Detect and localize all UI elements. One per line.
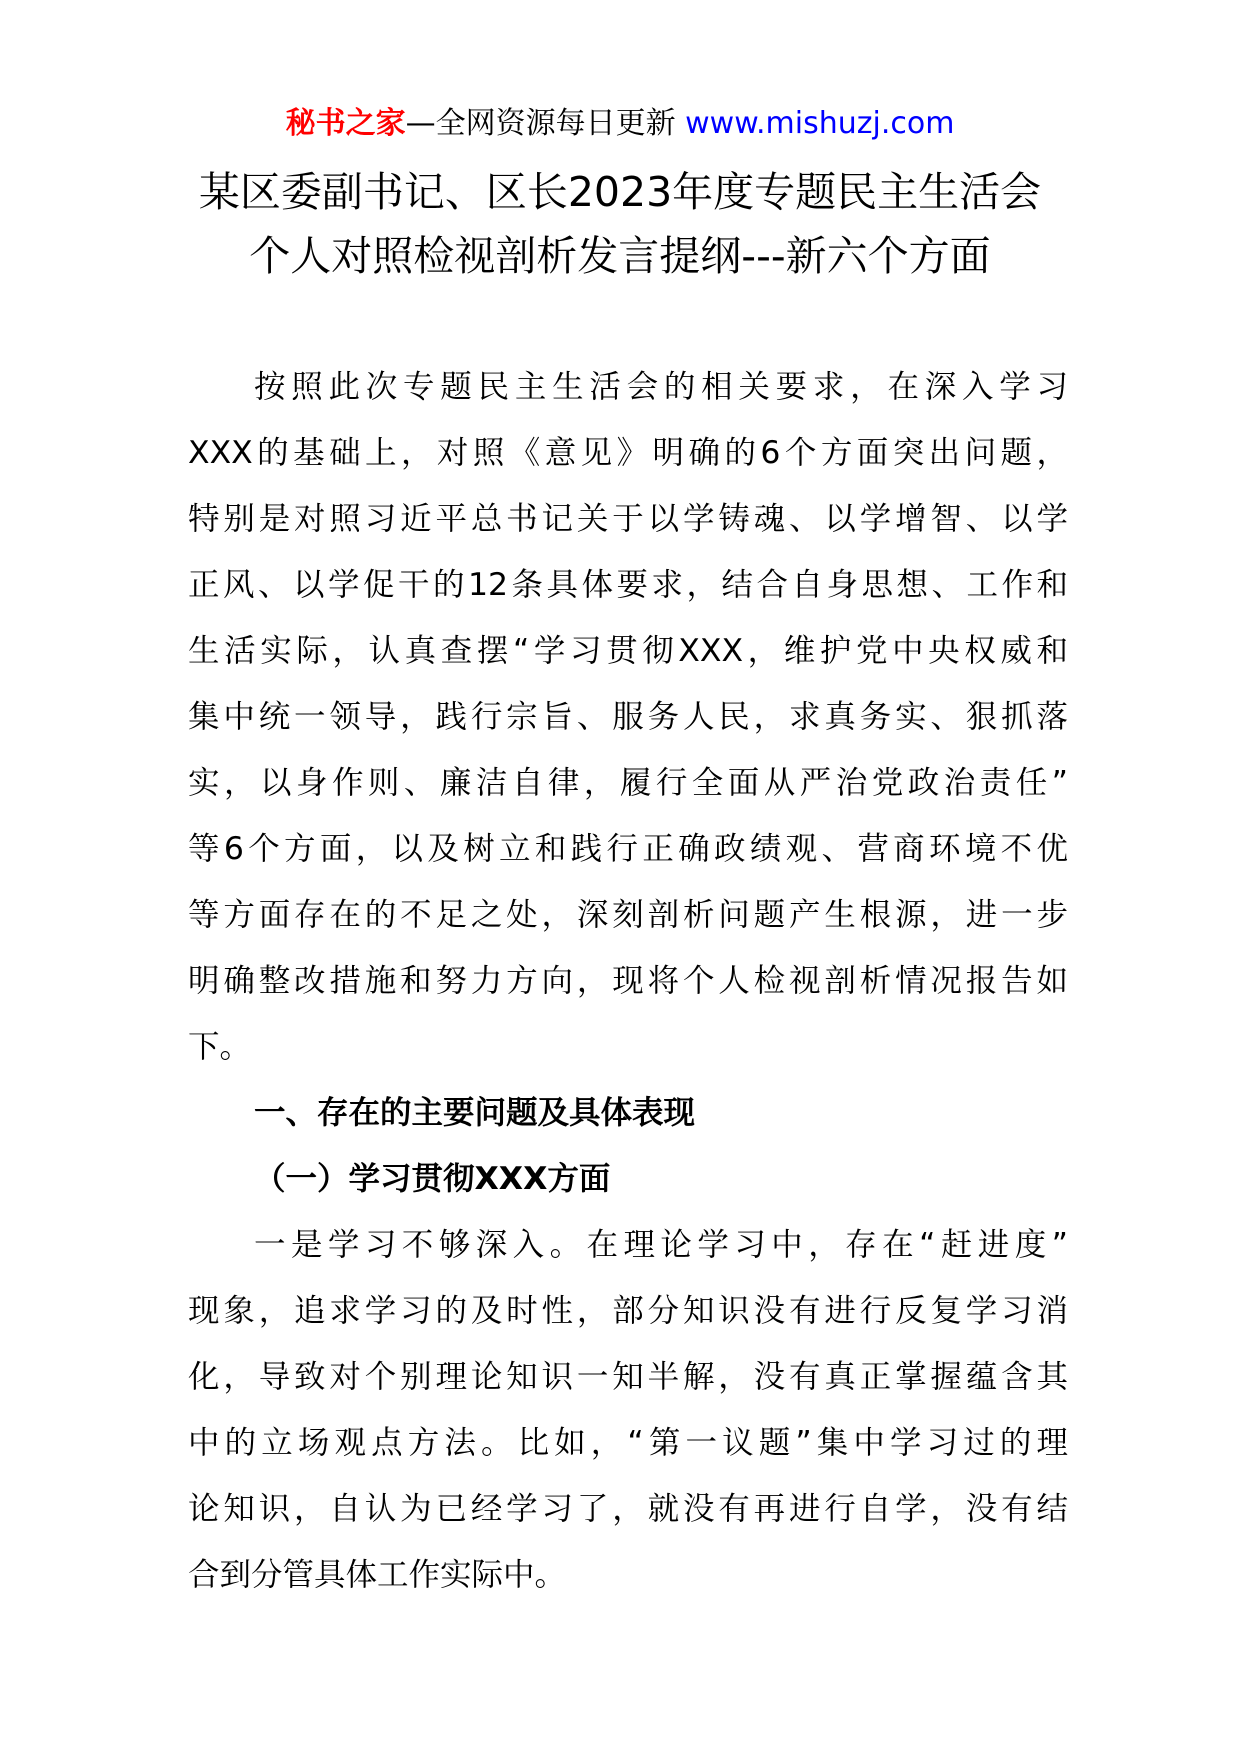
paragraph-line: 下。 xyxy=(188,1029,252,1065)
issue-paragraph xyxy=(188,1212,1068,1608)
paragraph-line: 等方面存在的不足之处，深刻剖析问题产生根源，进一步 xyxy=(188,897,1068,933)
paragraph-line: 等6个方面，以及树立和践行正确政绩观、营商环境不优 xyxy=(188,831,1068,867)
paragraph-line: 按照此次专题民主生活会的相关要求，在深入学习 xyxy=(254,369,1068,405)
paragraph-line: 正风、以学促干的12条具体要求，结合自身思想、工作和 xyxy=(188,567,1068,603)
paragraph-line: 合到分管具体工作实际中。 xyxy=(188,1557,567,1593)
document-title-line-2: 个人对照检视剖析发言提纲---新六个方面 xyxy=(249,232,991,280)
paragraph-line: 化，导致对个别理论知识一知半解，没有真正掌握蕴含其 xyxy=(188,1359,1068,1395)
site-url-link[interactable]: www.mishuzj.com xyxy=(685,106,955,141)
brand-name: 秘书之家 xyxy=(285,106,406,141)
paragraph-line: 集中统一领导，践行宗旨、服务人民，求真务实、狠抓落 xyxy=(188,699,1068,735)
paragraph-line: 生活实际，认真查摆“学习贯彻XXX，维护党中央权威和 xyxy=(188,633,1068,669)
document-title-line-1: 某区委副书记、区长2023年度专题民主生活会 xyxy=(198,168,1042,216)
document-body xyxy=(188,354,1068,1608)
paragraph-line: 明确整改措施和努力方向，现将个人检视剖析情况报告如 xyxy=(188,963,1068,999)
paragraph-line: 实，以身作则、廉洁自律，履行全面从严治党政治责任” xyxy=(188,765,1068,801)
site-header xyxy=(0,102,1240,146)
paragraph-line: 一是学习不够深入。在理论学习中，存在“赶进度” xyxy=(254,1227,1068,1263)
intro-paragraph xyxy=(188,354,1068,1080)
paragraph-line: XXX的基础上，对照《意见》明确的6个方面突出问题， xyxy=(188,435,1068,471)
paragraph-line: 现象，追求学习的及时性，部分知识没有进行反复学习消 xyxy=(188,1293,1068,1329)
paragraph-line: 中的立场观点方法。比如，“第一议题”集中学习过的理 xyxy=(188,1425,1068,1461)
paragraph-line: 论知识，自认为已经学习了，就没有再进行自学，没有结 xyxy=(188,1491,1068,1527)
paragraph-line: 特别是对照习近平总书记关于以学铸魂、以学增智、以学 xyxy=(188,501,1068,537)
section-heading: 一、存在的主要问题及具体表现 xyxy=(254,1095,696,1131)
subsection-heading: （一）学习贯彻XXX方面 xyxy=(254,1161,611,1197)
header-tagline: —全网资源每日更新 xyxy=(405,106,676,141)
